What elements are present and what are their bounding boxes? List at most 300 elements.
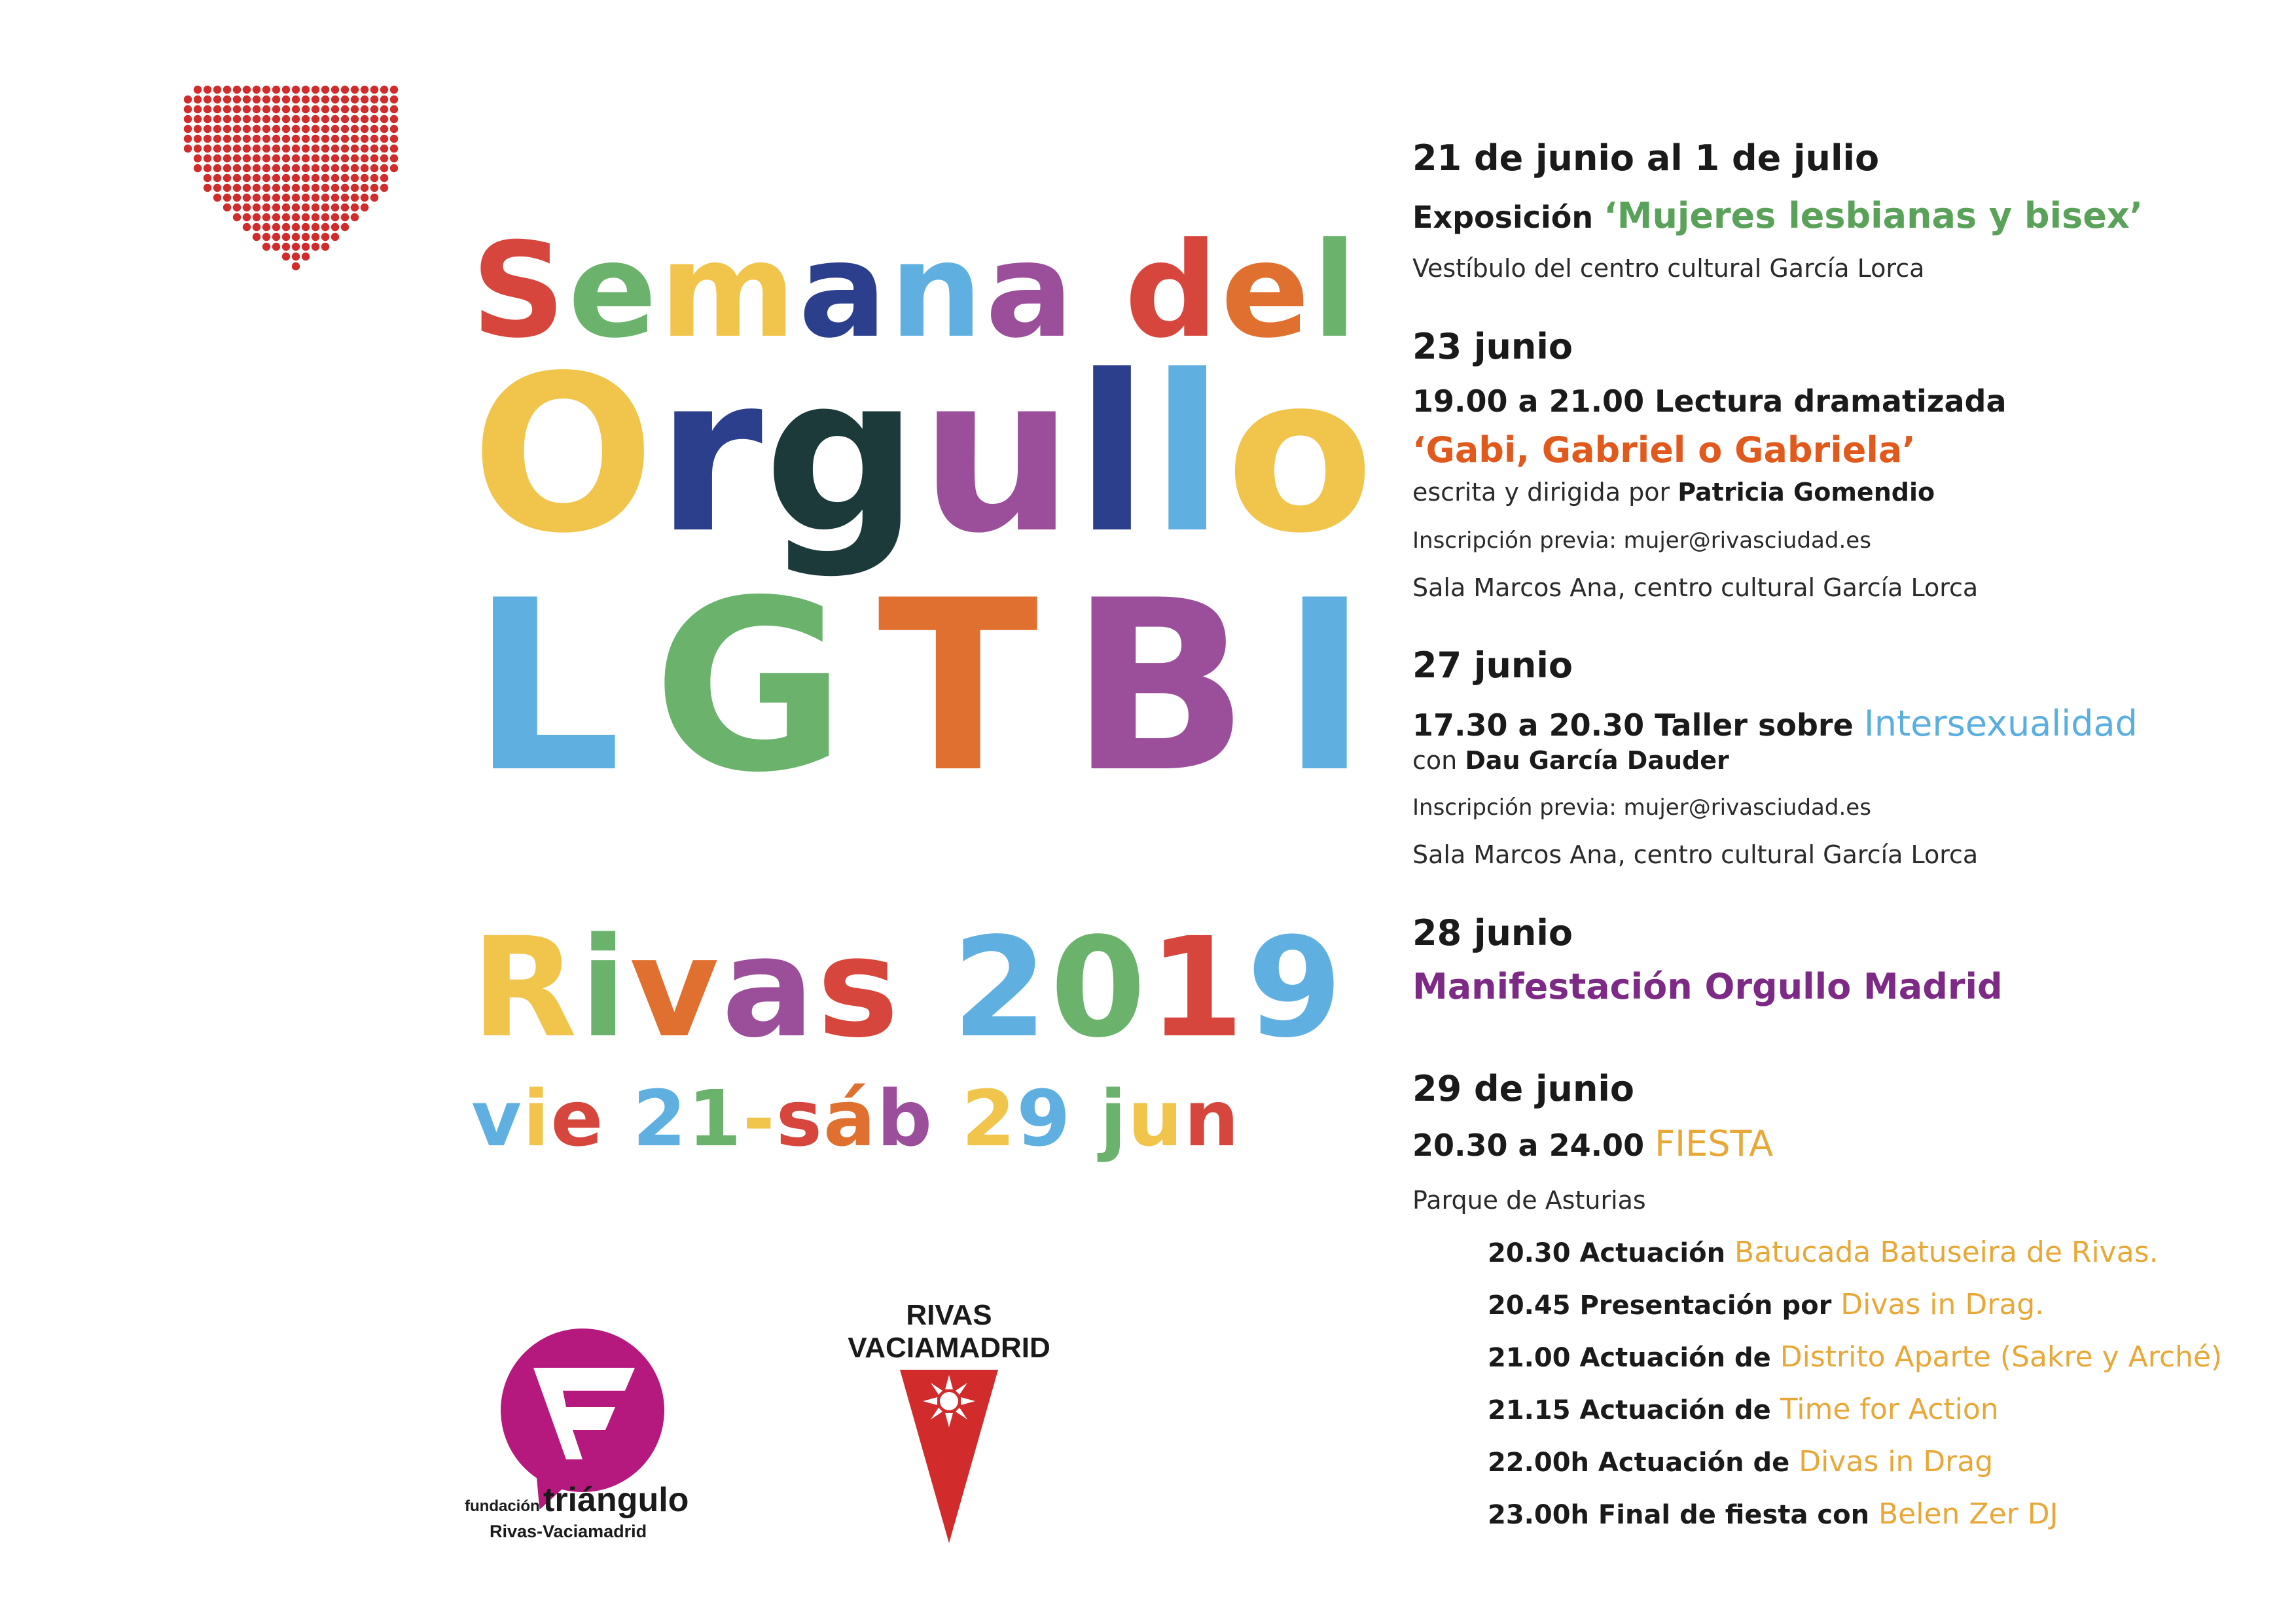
title-letter: L (471, 550, 653, 824)
heart-dot (302, 154, 310, 162)
heart-dot (302, 184, 310, 192)
heart-dot (312, 204, 319, 211)
event-venue: Sala Marcos Ana, centro cultural García Lorca (1412, 573, 1979, 602)
heart-dot (361, 164, 368, 172)
act-item (1488, 1393, 1999, 1426)
heart-dot (204, 184, 211, 192)
event-title (1412, 1123, 1773, 1164)
heart-dot (341, 125, 349, 133)
heart-dot (380, 174, 388, 182)
heart-dot (312, 145, 319, 152)
heart-dot (213, 96, 221, 103)
heart-dot (204, 125, 211, 133)
heart-dot (253, 135, 260, 143)
title-letter: v (629, 908, 722, 1068)
heart-dot (253, 213, 260, 221)
heart-dot (272, 184, 280, 192)
heart-dot (253, 154, 260, 162)
heart-dot (351, 184, 359, 192)
heart-dot (243, 174, 251, 182)
heart-dot (262, 115, 270, 123)
heart-dot (213, 135, 221, 143)
heart-dot (351, 145, 359, 152)
heart-dot (272, 115, 280, 123)
heart-dot (292, 125, 300, 133)
heart-dot (194, 115, 202, 123)
heart-dot (204, 154, 211, 162)
heart-dot (282, 115, 290, 123)
heart-dot (312, 105, 319, 113)
heart-dot (233, 164, 241, 172)
heart-dot (223, 184, 231, 192)
heart-dot (213, 194, 221, 202)
heart-dot (194, 105, 202, 113)
heart-dot (390, 105, 398, 113)
heart-dot (204, 145, 211, 152)
heart-dot (302, 253, 310, 260)
heart-dot (243, 115, 251, 123)
heart-dot (321, 184, 329, 192)
heart-dot (331, 174, 339, 182)
heart-dot (243, 135, 251, 143)
title-letter: r (656, 329, 764, 580)
heart-dot (321, 86, 329, 94)
heart-dot (233, 96, 241, 103)
event-date: 29 de junio (1412, 1068, 1635, 1109)
fundacion-triangulo-logo (465, 1329, 700, 1544)
heart-dot (292, 135, 300, 143)
heart-dot (223, 164, 231, 172)
heart-dot (312, 86, 319, 94)
heart-dot (321, 174, 329, 182)
heart-dot (361, 194, 368, 202)
title-letter: m (659, 215, 799, 367)
heart-dot (253, 105, 260, 113)
title-letter: 2 (961, 1073, 1017, 1164)
heart-dot (390, 115, 398, 123)
heart-dot (233, 194, 241, 202)
heart-dot (292, 223, 300, 231)
heart-dot (243, 184, 251, 192)
heart-dot (272, 233, 280, 241)
title-letter: g (764, 329, 920, 580)
title-letter: j (1100, 1073, 1128, 1164)
act-name: Divas in Drag. (1840, 1288, 2045, 1321)
heart-dot (370, 86, 378, 94)
heart-dot (282, 213, 290, 221)
heart-dot (272, 204, 280, 211)
title-letter (604, 1080, 632, 1157)
heart-dot (194, 86, 202, 94)
title-letter: i (522, 1073, 551, 1164)
heart-dot (321, 145, 329, 152)
heart-dot (213, 125, 221, 133)
heart-dot (272, 86, 280, 94)
event-credit (1412, 746, 1729, 775)
heart-dot (312, 194, 319, 202)
heart-dot (370, 145, 378, 152)
heart-dot (243, 105, 251, 113)
heart-dot (213, 174, 221, 182)
heart-dot (253, 125, 260, 133)
heart-dot (253, 174, 260, 182)
heart-dot (370, 125, 378, 133)
heart-dot (204, 135, 211, 143)
heart-dot (331, 105, 339, 113)
heart-dot (223, 105, 231, 113)
heart-dot (321, 135, 329, 143)
heart-dot (331, 223, 339, 231)
heart-dot (370, 105, 378, 113)
heart-dot (223, 115, 231, 123)
heart-dot (312, 96, 319, 103)
heart-dot (341, 194, 349, 202)
title-letter: b (876, 1073, 934, 1164)
logo-rivas-line2: VACIAMADRID (848, 1332, 1050, 1364)
heart-dot (223, 145, 231, 152)
heart-dot (292, 164, 300, 172)
heart-dot (331, 86, 339, 94)
heart-dot (331, 115, 339, 123)
heart-dot (272, 223, 280, 231)
heart-dot (282, 145, 290, 152)
event-venue: Vestíbulo del centro cultural García Lorca (1412, 254, 1925, 283)
heart-dot (272, 194, 280, 202)
heart-dot (302, 204, 310, 211)
heart-dot (194, 145, 202, 152)
heart-dot (194, 154, 202, 162)
heart-dot (361, 145, 368, 152)
heart-dot (341, 213, 349, 221)
heart-dot (341, 96, 349, 103)
heart-dot (312, 184, 319, 192)
heart-dot (282, 135, 290, 143)
heart-dot (321, 154, 329, 162)
heart-dot (262, 96, 270, 103)
heart-dot (331, 194, 339, 202)
heart-dot (282, 184, 290, 192)
heart-dot (361, 204, 368, 211)
heart-dot (272, 164, 280, 172)
heart-dot (204, 115, 211, 123)
heart-dot (223, 174, 231, 182)
heart-dot (331, 233, 339, 241)
heart-dot (341, 115, 349, 123)
heart-icon (183, 85, 399, 281)
heart-dot (331, 125, 339, 133)
heart-dot (321, 204, 329, 211)
sun-pennant-icon (900, 1370, 998, 1543)
heart-dot (282, 96, 290, 103)
title-letter: 1 (1148, 908, 1247, 1068)
heart-dot (312, 125, 319, 133)
heart-dot (312, 243, 319, 251)
heart-dot (351, 135, 359, 143)
act-prefix: 23.00h Final de fiesta con (1488, 1500, 1870, 1530)
heart-dot (341, 145, 349, 152)
heart-dot (253, 184, 260, 192)
event-credit-name: Patricia Gomendio (1677, 478, 1935, 507)
heart-dot (184, 105, 192, 113)
heart-dot (233, 145, 241, 152)
heart-dot (312, 213, 319, 221)
heart-dot (351, 194, 359, 202)
heart-dot (302, 223, 310, 231)
heart-dot (223, 96, 231, 103)
title-letter: d (1124, 215, 1221, 367)
heart-dot (390, 86, 398, 94)
heart-dot (380, 184, 388, 192)
heart-dot (351, 115, 359, 123)
heart-dot (204, 164, 211, 172)
heart-dot (243, 223, 251, 231)
event-credit-prefix: escrita y dirigida por (1412, 478, 1670, 507)
heart-dot (321, 194, 329, 202)
heart-dot (223, 154, 231, 162)
festival-dates (471, 1073, 1240, 1164)
event-title-highlight: Intersexualidad (1863, 703, 2138, 744)
title-letter: 1 (687, 1073, 743, 1164)
title-letter: 2 (632, 1073, 688, 1164)
heart-dot (331, 154, 339, 162)
event-title-highlight: Manifestación Orgullo Madrid (1412, 966, 2003, 1007)
logo-rivas-name (831, 1299, 1067, 1364)
heart-dot (233, 135, 241, 143)
heart-dot (223, 86, 231, 94)
heart-dot (351, 154, 359, 162)
heart-dot (272, 135, 280, 143)
heart-dot (213, 86, 221, 94)
heart-dot (243, 145, 251, 152)
heart-dot (321, 105, 329, 113)
heart-dot (370, 96, 378, 103)
title-letter: s (776, 1073, 823, 1164)
heart-dot (272, 145, 280, 152)
heart-dot (223, 135, 231, 143)
heart-dot (272, 154, 280, 162)
heart-dot (243, 204, 251, 211)
heart-dot (253, 204, 260, 211)
act-item (1488, 1288, 2044, 1321)
heart-dot (292, 115, 300, 123)
heart-dot (312, 174, 319, 182)
heart-dot (243, 194, 251, 202)
heart-dot (380, 105, 388, 113)
heart-dot (341, 105, 349, 113)
act-prefix: 20.45 Presentación por (1488, 1291, 1832, 1321)
heart-dot (253, 96, 260, 103)
heart-dot (282, 243, 290, 251)
heart-dot (184, 115, 192, 123)
heart-dot (213, 184, 221, 192)
title-letter: T (877, 550, 1070, 824)
heart-dot (312, 115, 319, 123)
heart-dot (370, 135, 378, 143)
heart-dot (380, 135, 388, 143)
heart-dot (351, 105, 359, 113)
heart-dot (351, 213, 359, 221)
heart-dot (302, 135, 310, 143)
title-letter: e (550, 1073, 605, 1164)
heart-dot (262, 164, 270, 172)
heart-dot (302, 96, 310, 103)
heart-dot (390, 154, 398, 162)
heart-dot (243, 154, 251, 162)
heart-dot (341, 223, 349, 231)
heart-dot (262, 86, 270, 94)
heart-dot (292, 233, 300, 241)
heart-dot (204, 96, 211, 103)
heart-dot (233, 213, 241, 221)
heart-dot (341, 86, 349, 94)
heart-dot (390, 145, 398, 152)
event-credit-name: Dau García Dauder (1465, 746, 1729, 775)
heart-dot (361, 135, 368, 143)
title-letter (901, 919, 952, 1057)
heart-dot (321, 115, 329, 123)
heart-dot (213, 115, 221, 123)
heart-dot (262, 154, 270, 162)
heart-dot (331, 135, 339, 143)
heart-dot (204, 105, 211, 113)
heart-dot (243, 213, 251, 221)
heart-dot (272, 243, 280, 251)
title-letter: i (579, 908, 630, 1068)
heart-dot (262, 223, 270, 231)
heart-dot (282, 204, 290, 211)
heart-dot (321, 223, 329, 231)
heart-dot (262, 233, 270, 241)
heart-dot (184, 135, 192, 143)
heart-dot (302, 243, 310, 251)
heart-dot (233, 184, 241, 192)
heart-dot (253, 194, 260, 202)
title-letter: n (889, 215, 986, 367)
act-item (1488, 1236, 2159, 1269)
heart-dot (262, 125, 270, 133)
heart-dot (370, 115, 378, 123)
heart-dot (262, 174, 270, 182)
heart-dot (312, 154, 319, 162)
heart-dot (233, 125, 241, 133)
title-letter: R (471, 908, 580, 1068)
heart-dot (370, 154, 378, 162)
heart-dot (262, 145, 270, 152)
heart-dot (282, 233, 290, 241)
event-credit-prefix: con (1412, 746, 1458, 775)
event-title: 19.00 a 21.00 Lectura dramatizada (1412, 383, 2007, 419)
heart-dot (321, 125, 329, 133)
heart-dot (370, 194, 378, 202)
heart-dot (262, 243, 270, 251)
title-letter: v (471, 1073, 523, 1164)
heart-dot (292, 194, 300, 202)
heart-dot (262, 135, 270, 143)
heart-dot (184, 125, 192, 133)
heart-dot (213, 164, 221, 172)
rivas-vaciamadrid-logo (831, 1299, 1067, 1554)
heart-dot (213, 154, 221, 162)
heart-dot (321, 233, 329, 241)
heart-dot (341, 174, 349, 182)
heart-dot (292, 96, 300, 103)
heart-dot (282, 105, 290, 113)
event-title-highlight: FIESTA (1655, 1123, 1774, 1164)
heart-dot (351, 96, 359, 103)
heart-dot (243, 86, 251, 94)
heart-dot (223, 125, 231, 133)
heart-dot (233, 105, 241, 113)
event-date: 27 junio (1412, 645, 1573, 686)
heart-dot (370, 164, 378, 172)
heart-dot (282, 253, 290, 260)
title-letter: u (1127, 1073, 1184, 1164)
heart-dot (194, 125, 202, 133)
heart-dot (321, 213, 329, 221)
heart-dot (302, 115, 310, 123)
event-venue: Sala Marcos Ana, centro cultural García Lorca (1412, 840, 1979, 869)
heart-dot (380, 86, 388, 94)
heart-dot (223, 204, 231, 211)
heart-dot (253, 86, 260, 94)
heart-dot (302, 164, 310, 172)
title-letter: S (471, 215, 569, 367)
title-letter: G (653, 550, 878, 824)
heart-dot (292, 213, 300, 221)
heart-dot (351, 204, 359, 211)
heart-dot (302, 125, 310, 133)
title-letter: e (1221, 215, 1312, 367)
heart-dot (380, 96, 388, 103)
act-name: Batucada Batuseira de Rivas. (1734, 1236, 2159, 1269)
heart-dot (361, 115, 368, 123)
title-letter: B (1069, 550, 1281, 824)
letter-f-icon (527, 1361, 638, 1466)
act-prefix: 22.00h Actuación de (1488, 1448, 1790, 1478)
heart-dot (253, 233, 260, 241)
logo-text-triangulo: triángulo (543, 1481, 689, 1519)
act-item (1488, 1497, 2058, 1531)
heart-dot (370, 184, 378, 192)
heart-dot (282, 174, 290, 182)
heart-dot (321, 164, 329, 172)
heart-dot (380, 154, 388, 162)
title-letter (933, 1080, 961, 1157)
act-prefix: 20.30 Actuación (1488, 1238, 1726, 1268)
heart-dot (272, 213, 280, 221)
title-letter: n (1183, 1073, 1240, 1164)
heart-dot (194, 135, 202, 143)
heart-dot (302, 194, 310, 202)
logo-rivas-line1: RIVAS (906, 1299, 992, 1331)
title-rivas-2019 (471, 908, 1345, 1068)
logo-text-rivas-vaciamadrid: Rivas-Vaciamadrid (490, 1522, 647, 1541)
heart-dot (253, 115, 260, 123)
heart-dot (272, 105, 280, 113)
heart-dot (204, 86, 211, 94)
heart-dot (361, 125, 368, 133)
heart-dot (282, 164, 290, 172)
heart-dot (321, 96, 329, 103)
event-title (1412, 703, 2138, 744)
event-date: 21 de junio al 1 de julio (1412, 137, 1880, 179)
act-name: Belen Zer DJ (1878, 1497, 2058, 1531)
heart-dot (380, 145, 388, 152)
heart-dot (351, 174, 359, 182)
event-venue: Parque de Asturias (1412, 1186, 1646, 1215)
heart-dot (341, 164, 349, 172)
title-letter: 9 (1016, 1073, 1072, 1164)
